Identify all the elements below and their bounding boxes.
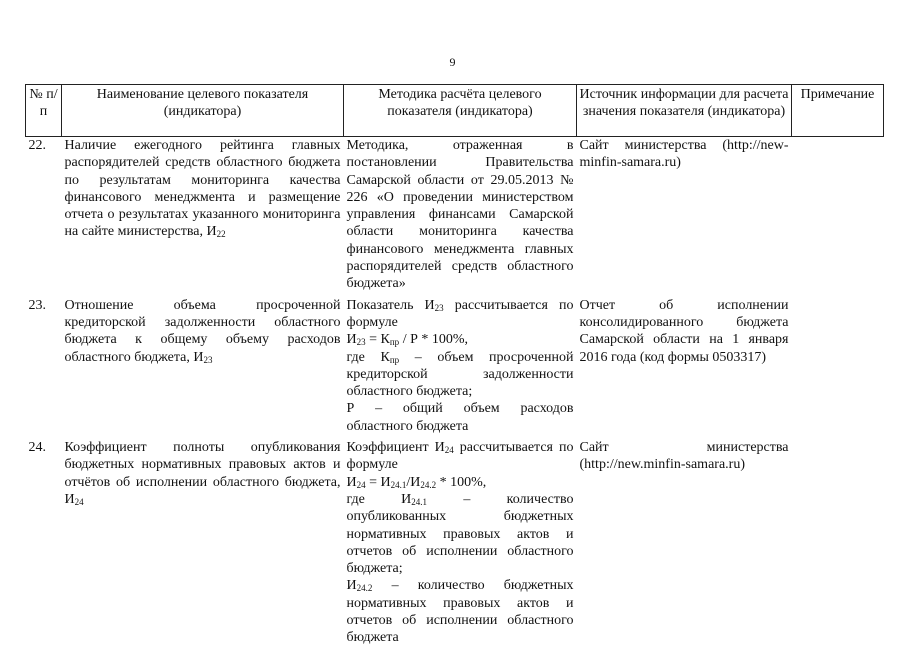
table-row (26, 297, 884, 439)
header-source: Источник информации для расчета значения показателя (индикатора) (577, 85, 792, 137)
note-cell (792, 439, 884, 651)
formula-definition: где $И_{24.1}$ – количество опубликованных бюджетных нормативных правовых актов и отчетов об исполнении областного бюджета; (346, 491, 574, 577)
calculation-method (344, 439, 577, 651)
formula-definition: где $К_{пр}$ – объем просроченной кредиторской задолженности областного бюджета; (346, 349, 574, 400)
row-number: 24. (28, 440, 46, 456)
method-intro: Коэффициент $И_{24}$ рассчитывается по формуле (346, 440, 574, 473)
header-num: № п/п (26, 85, 62, 137)
method-intro: Показатель $И_{23}$ рассчитывается по формуле (346, 297, 574, 330)
table-header-row (26, 85, 884, 137)
header-name: Наименование целевого показателя (индикатора) (62, 85, 344, 137)
formula: $И_{23} = К_{пр} / Р * 100\%$, (346, 332, 469, 348)
note-cell (792, 137, 884, 297)
header-note: Примечание (792, 85, 884, 137)
formula: $И_{24} = И_{24.1}/И_{24.2} * 100\%$, (346, 474, 487, 490)
header-method: Методика расчёта целевого показателя (индикатора) (344, 85, 577, 137)
table-row (26, 439, 884, 651)
information-source: Отчет об исполнении консолидированного бюджета Самарской области на 1 января 2016 года (код формы 0503317) (579, 297, 789, 365)
calculation-method (344, 297, 577, 439)
calculation-method: Методика, отраженная в постановлении Правительства Самарской области от 29.05.2013 № 226 «О проведении министерством управления финансами Самарской области мониторинга качества финансового менеджмента главных распорядителей средств областного бюджета» (346, 138, 574, 292)
indicator-name: Наличие ежегодного рейтинга главных распорядителей средств областного бюджета по результатам мониторинга качества финансового менеджмента и размещение отчета о результатах указанного мониторинга на сайте министерства, $И_{22}$ (64, 138, 341, 240)
page-number: 9 (449, 55, 456, 69)
row-number: 23. (28, 297, 46, 313)
row-number: 22. (28, 138, 46, 153)
information-source: Сайт министерства (http://new.minfin-samara.ru) (579, 440, 789, 473)
formula-definition: Р – общий объем расходов областного бюджета (346, 401, 574, 434)
indicator-name: Отношение объема просроченной кредиторской задолженности областного бюджета к общему объему расходов областного бюджета, $И_{23}$ (64, 297, 341, 365)
information-source: Сайт министерства (http://new-minfin-samara.ru) (579, 138, 789, 171)
table-row (26, 137, 884, 297)
indicator-name: Коэффициент полноты опубликования бюджетных нормативных правовых актов и отчётов об исполнении областного бюджета, $И_{24}$ (64, 440, 341, 507)
formula-definition: $И_{24.2}$ – количество бюджетных нормативных правовых актов и отчетов об исполнении областного бюджета (346, 578, 574, 646)
note-cell (792, 297, 884, 439)
indicators-table (25, 84, 884, 651)
